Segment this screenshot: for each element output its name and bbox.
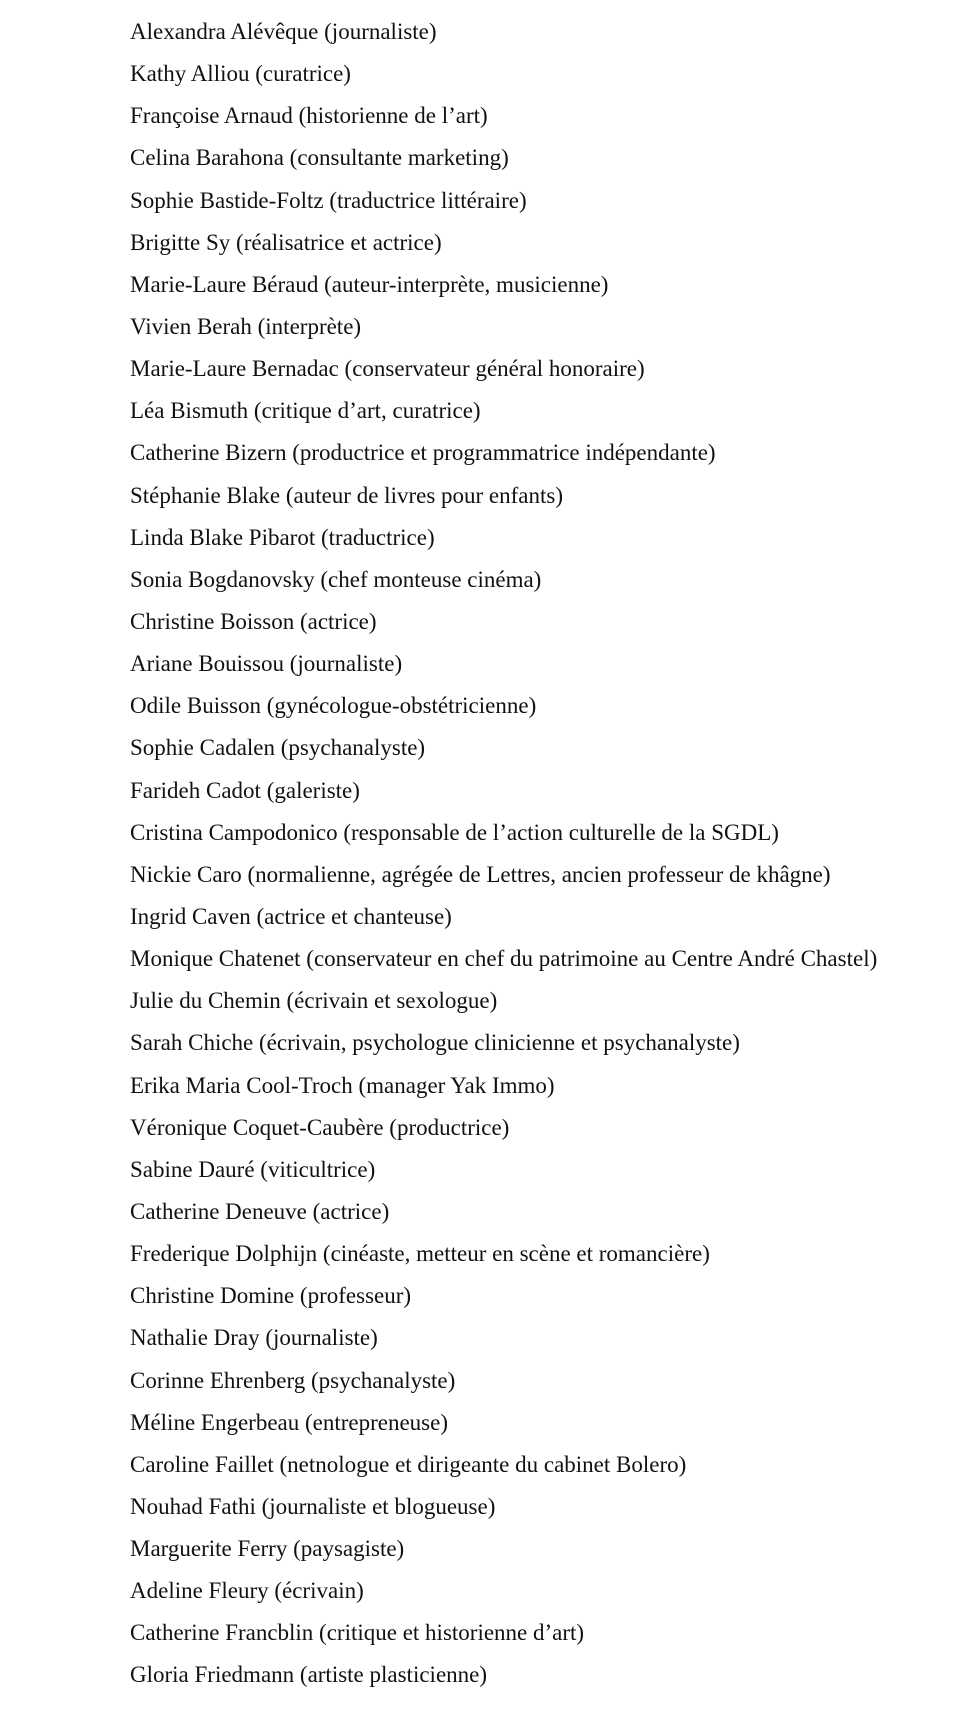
signatory-entry: Christine Domine (professeur) (130, 1283, 412, 1309)
signatory-entry: Ariane Bouissou (journaliste) (130, 651, 403, 677)
signatory-entry: Kathy Alliou (curatrice) (130, 61, 351, 87)
signatory-entry: Farideh Cadot (galeriste) (130, 777, 360, 803)
signatory-entry: Nickie Caro (normalienne, agrégée de Lettres, ancien professeur de khâgne) (130, 861, 831, 887)
signatory-entry: Brigitte Sy (réalisatrice et actrice) (130, 229, 442, 255)
signatory-entry: Sabine Dauré (viticultrice) (130, 1156, 376, 1182)
signatory-entry: Sonia Bogdanovsky (chef monteuse cinéma) (130, 566, 542, 592)
signatory-entry: Erika Maria Cool-Troch (manager Yak Immo) (130, 1072, 555, 1098)
signatory-list (130, 11, 877, 1697)
signatory-entry: Marguerite Ferry (paysagiste) (130, 1536, 405, 1562)
signatory-entry: Ingrid Caven (actrice et chanteuse) (130, 903, 452, 929)
signatory-entry: Catherine Francblin (critique et historienne d’art) (130, 1620, 585, 1646)
signatory-entry: Julie du Chemin (écrivain et sexologue) (130, 988, 498, 1014)
signatory-entry: Léa Bismuth (critique d’art, curatrice) (130, 398, 481, 424)
signatory-entry: Nathalie Dray (journaliste) (130, 1325, 378, 1351)
signatory-entry: Adeline Fleury (écrivain) (130, 1578, 364, 1604)
signatory-entry: Caroline Faillet (netnologue et dirigeante du cabinet Bolero) (130, 1451, 687, 1477)
signatory-entry: Méline Engerbeau (entrepreneuse) (130, 1409, 449, 1435)
signatory-entry: Gloria Friedmann (artiste plasticienne) (130, 1662, 488, 1688)
signatory-entry: Marie-Laure Béraud (auteur-interprète, musicienne) (130, 271, 609, 297)
signatory-entry: Vivien Berah (interprète) (130, 313, 362, 339)
signatory-entry: Catherine Bizern (productrice et programmatrice indépendante) (130, 440, 716, 466)
signatory-entry: Marie-Laure Bernadac (conservateur général honoraire) (130, 356, 645, 382)
signatory-entry: Sophie Cadalen (psychanalyste) (130, 735, 426, 761)
signatory-entry: Cristina Campodonico (responsable de l’action culturelle de la SGDL) (130, 819, 779, 845)
signatory-entry: Catherine Deneuve (actrice) (130, 1198, 390, 1224)
signatory-entry: Linda Blake Pibarot (traductrice) (130, 524, 435, 550)
signatory-entry: Celina Barahona (consultante marketing) (130, 145, 509, 171)
signatory-entry: Françoise Arnaud (historienne de l’art) (130, 103, 488, 129)
signatory-entry: Véronique Coquet-Caubère (productrice) (130, 1114, 510, 1140)
signatory-entry: Christine Boisson (actrice) (130, 608, 377, 634)
signatory-entry: Corinne Ehrenberg (psychanalyste) (130, 1367, 456, 1393)
signatory-entry: Odile Buisson (gynécologue-obstétricienne) (130, 693, 537, 719)
signatory-entry: Monique Chatenet (conservateur en chef du patrimoine au Centre André Chastel) (130, 946, 878, 972)
signatory-entry: Alexandra Alévêque (journaliste) (130, 19, 437, 44)
signatory-entry: Sophie Bastide-Foltz (traductrice littéraire) (130, 187, 527, 213)
signatory-entry: Nouhad Fathi (journaliste et blogueuse) (130, 1493, 496, 1519)
signatory-entry: Sarah Chiche (écrivain, psychologue clinicienne et psychanalyste) (130, 1030, 740, 1056)
signatory-entry: Frederique Dolphijn (cinéaste, metteur en scène et romancière) (130, 1241, 710, 1267)
signatory-entry: Stéphanie Blake (auteur de livres pour enfants) (130, 482, 564, 508)
